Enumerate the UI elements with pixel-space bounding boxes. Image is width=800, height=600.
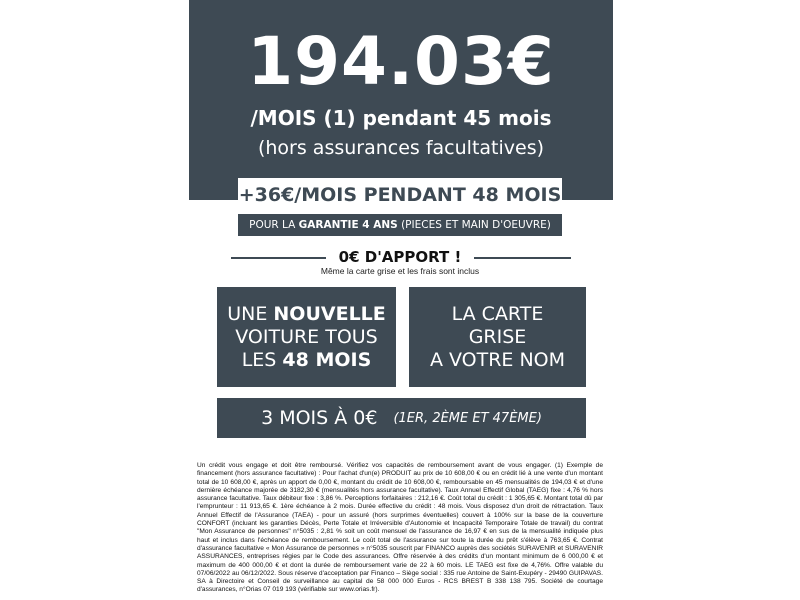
free-months-detail: (1ER, 2ÈME ET 47ÈME) [393,410,542,426]
new-car-48-mois: 48 MOIS [282,348,372,371]
free-months-label: 3 MOIS À 0€ [261,407,378,429]
warranty-garantie: GARANTIE 4 ANS [298,219,398,231]
hors-assurances-note: (hors assurances facultatives) [257,137,545,159]
warranty-label [238,214,562,236]
new-car-une: UNE [227,302,274,325]
new-car-line-1 [227,303,386,326]
new-car-nouvelle: NOUVELLE [273,302,386,325]
warranty-pour-la: POUR LA [249,219,299,231]
legal-disclaimer: Un crédit vous engage et doit être remboursé. Vérifiez vos capacités de remboursement avant de vous engager. (1) Exemple de financement (hors assurance facultative) : Pour l'achat d'un(e) PRODUIT au prix de 10 608,00 € ou en crédit lié à une vente d'un montant total de 10 608,00 €, après un apport de 0,00 €, montant du crédit de 10 608,00 €, remboursable en 45 mensualités de 194,03 € et d'une dernière échéance majorée de 3182,30 € (mensualités hors assurance facultative). Taux Annuel Effectif Global (TAEG) fixe : 4,76 % hors assurance facultative. Taux débiteur fixe : 3,86 %. Perceptions forfaitaires : 212,16 €. Coût total du crédit : 1 305,65 €. Montant total dû par l'emprunteur : 11 913,65 €. 1ère échéance à 2 mois. Durée effective du crédit : 48 mois. Vous disposez d'un droit de rétractation. Taux Annuel Effectif de l'Assurance (TAEA) - pour un assuré (hors surprimes éventuelles) couvert à 100% sur la base de la couverture CONFORT (incluant les garanties Décès, Perte Totale et Irréversible d'Autonomie et Incapacité Temporaire Totale de travail) du contrat "Mon Assurance de personnes" n°5035 : 2,81 % soit un coût mensuel de l'assurance de 16,97 € en sus de la mensualité indiquée plus haut et inclus dans l'échéance de remboursement. Le coût total de l'assurance sur toute la durée du prêt s'élève à 763,65 €. Contrat d'assurance facultative « Mon Assurance de personnes » n°5035 souscrit par FINANCO auprès des sociétés SURAVENIR et SURAVENIR ASSURANCES, entreprises régies par le Code des assurances. Offre réservée à des crédits d'un montant minimum de 6 000,00 € et maximum de 400 000,00 € et dont la durée de remboursement varie de 22 à 60 mois. LE TAEG est fixe de 4,76%. Offre valable du 07/06/2022 au 06/12/2022. Sous réserve d'acceptation par Financo – Siège social : 335 rue Antoine de Saint-Exupéry - 29490 GUIPAVAS. SA à Directoire et Conseil de surveillance au capital de 58 000 000 Euros - RCS BREST B 338 138 795. Société de courtage d'assurances, n°Orias 07 019 193 (vérifiable sur www.orias.fr). [197,462,603,594]
warranty-surcharge: +36€/MOIS PENDANT 48 MOIS [238,178,562,212]
per-month-duration: /MOIS (1) pendant 45 mois [250,106,552,130]
new-car-les: LES [241,348,283,371]
free-months-banner [217,398,586,438]
carte-grise-line-2: GRISE [468,325,527,348]
apport-title: 0€ D'APPORT ! [338,248,462,266]
monthly-price: 194.03€ [247,23,555,100]
new-car-box [217,287,396,387]
carte-grise-box [409,287,586,387]
new-car-line-2: VOITURE TOUS [235,325,378,348]
new-car-line-3 [242,349,372,372]
carte-grise-line-3: A VOTRE NOM [429,348,566,371]
warranty-pieces: (PIECES ET MAIN D'OEUVRE) [397,219,551,231]
carte-grise-line-1: LA CARTE [451,302,544,325]
apport-subtitle: Même la carte grise et les frais sont inclus [320,266,480,276]
price-banner [189,0,613,200]
